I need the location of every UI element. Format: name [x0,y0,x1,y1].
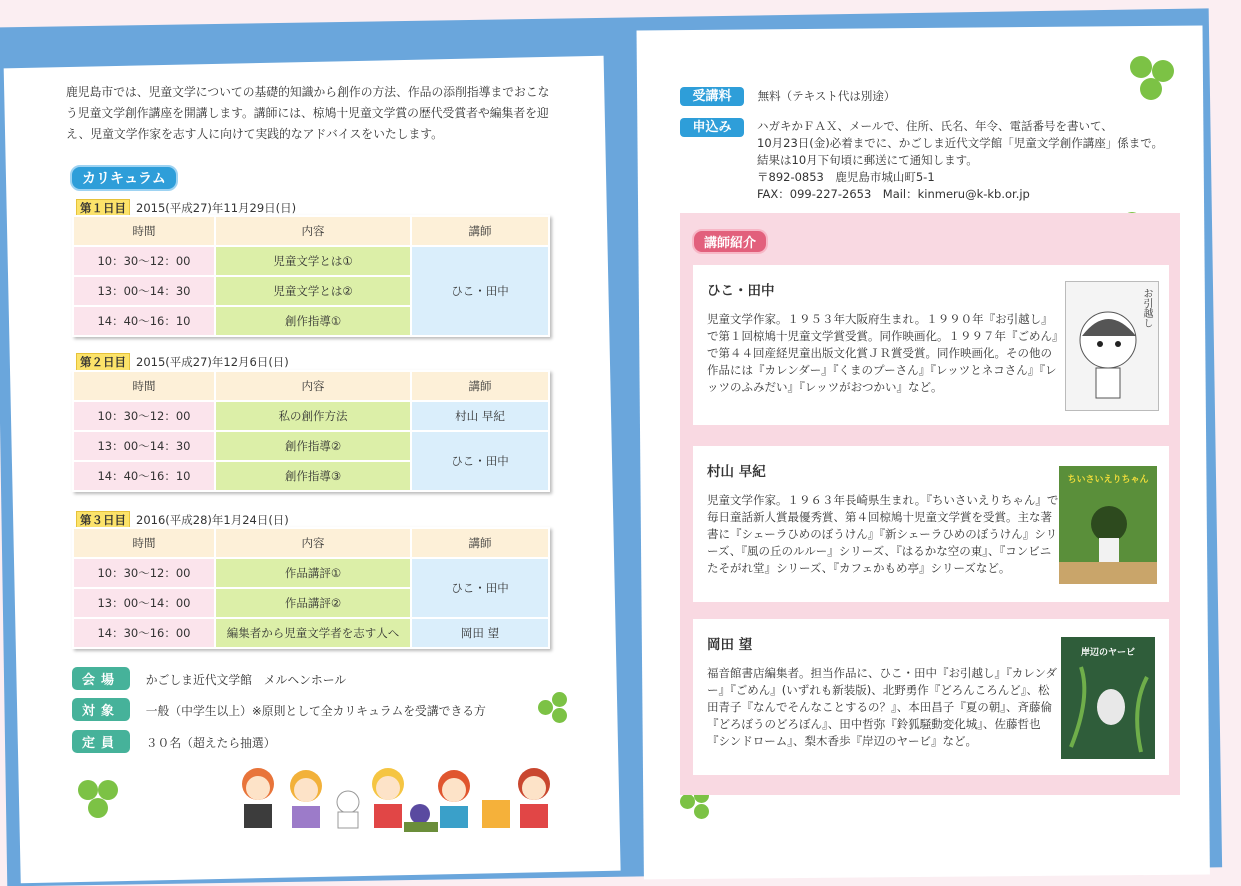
kid-figure [518,768,550,828]
apply-line: 10月23日(金)必着までに、かごしま近代文学館「児童文学創作講座」係まで。 [757,136,1164,150]
venue-row [72,667,346,690]
cell-lecturer: 村山 早紀 [411,401,549,431]
capacity-value: ３０名（超えたら抽選） [145,736,276,750]
day3-table [72,527,550,649]
book-title: ちいさいえりちゃん [1067,475,1149,485]
table-row [73,618,549,648]
cell-content: 編集者から児童文学者を志す人へ [215,618,411,648]
book-title: 岸辺のヤービ [1080,648,1135,658]
day2-header [76,353,289,371]
instructor-card [693,265,1169,425]
cell-time: 14：30～16：00 [73,618,215,648]
cell-lecturer: ひこ・田中 [411,246,549,336]
apply-line: 結果は10月下旬頃に郵送にて通知します。 [757,153,978,167]
header-lecturer: 講師 [411,216,549,246]
kids-reading-illustration [236,762,556,840]
apply-line: FAX：099-227-2653 Mail：kinmeru@k-kb.or.jp [757,187,1030,201]
bunny-book [482,800,510,828]
target-value: 一般（中学生以上）※原則として全カリキュラムを受講できる方 [145,704,486,718]
instructor-card [693,446,1169,602]
table-row [73,558,549,588]
header-time: 時間 [73,371,215,401]
cell-time: 13：00～14：00 [73,588,215,618]
cell-content: 創作指導③ [215,461,411,491]
kid-figure [438,770,470,828]
globe-figure [404,804,438,832]
fee-row [680,87,895,106]
apply-line: ハガキかＦＡＸ、メールで、住所、氏名、年令、電話番号を書いて、 [757,119,1113,133]
instructors-heading [692,229,768,254]
fee-label: 受講料 [680,87,744,106]
header-time: 時間 [73,216,215,246]
instructor-name: 岡田 望 [707,637,753,653]
book-cover-ohikkoshi [1065,281,1159,411]
kid-figure [290,770,322,828]
capacity-row [72,730,276,753]
capacity-label: 定員 [72,730,130,753]
cell-time: 14：40～16：10 [73,461,215,491]
header-lecturer: 講師 [411,371,549,401]
cell-content: 創作指導① [215,306,411,336]
header-time: 時間 [73,528,215,558]
table-header-row [73,528,549,558]
instructor-bio: 児童文学作家。１９６３年長崎県生まれ。『ちいさいえりちゃん』で毎日童話新人賞最優秀賞、第４回椋鳩十児童文学賞を受賞。主な著書に『シェーラひめのぼうけん』『新シェーラひめのぼうけん』シリーズ、『風の丘のルルー』シリーズ、『はるかな空の東』、『コンビニたそがれ堂』シリーズ、『カフェかもめ亭』シリーズなど。 [707,493,1059,575]
instructor-bio: 福音館書店編集者。担当作品に、ひこ・田中『お引越し』『カレンダー』『ごめん』(いずれも新装版)、北野勇作『どろんころんど』、松田青子『なんでそんなことするの？』、本田昌子『夏の朝』、斉藤倫『どろぼうのどろぼん』、田中哲弥『鈴狐騒動変化城』、佐藤哲也『シンドローム』、梨木香歩『岸辺のヤービ』など。 [707,666,1057,748]
day1-tag: 第１日目 [76,199,130,217]
curriculum-heading [70,165,178,191]
instructors-label: 講師紹介 [692,229,768,254]
cell-time: 10：30～12：00 [73,558,215,588]
target-label: 対象 [72,698,130,721]
kid-figure [372,768,404,828]
cell-content: 作品講評① [215,558,411,588]
cell-time: 10：30～12：00 [73,401,215,431]
instructor-card [693,619,1169,775]
header-content: 内容 [215,216,411,246]
book-cover-kishibe-no-yabi [1061,637,1155,759]
curriculum-label: カリキュラム [70,165,178,191]
book-cover-chiisai-erichan [1059,466,1157,584]
intro-text: 鹿児島市では、児童文学についての基礎的知識から創作の方法、作品の添削指導までおこなう児童文学創作講座を開講します。講師には、椋鳩十児童文学賞の歴代受賞者や編集者を迎え、児童文学作家を志す人に向けて実践的なアドバイスをいたします。 [66,85,550,141]
cat-figure [337,791,359,828]
cell-content: 私の創作方法 [215,401,411,431]
table-row [73,431,549,461]
day2-tag: 第２日目 [76,353,130,371]
instructor-bio: 児童文学作家。１９５３年大阪府生まれ。１９９０年『お引越し』で第１回椋鳩十児童文学賞受賞。同作映画化。１９９７年『ごめん』で第４４回産経児童出版文化賞ＪＲ賞受賞。同作映画化。その他の作品には『カレンダー』『くまのプーさん』『レッツとネコさん』『レッツのふみだい』『レッツがおつかい』など。 [707,312,1058,394]
table-row [73,401,549,431]
venue-value: かごしま近代文学館 メルヘンホール [145,673,347,687]
apply-line: 〒892-0853 鹿児島市城山町5-1 [757,170,935,184]
cell-content: 児童文学とは① [215,246,411,276]
venue-label: 会場 [72,667,130,690]
day1-table [72,215,550,337]
day2-date: 2015(平成27)年12月6日(日) [136,355,289,369]
kid-figure [242,768,274,828]
table-header-row [73,216,549,246]
fee-value: 無料（テキスト代は別途） [757,89,896,103]
day2-table [72,370,550,492]
header-content: 内容 [215,528,411,558]
cell-time: 13：00～14：30 [73,431,215,461]
instructor-name: ひこ・田中 [707,283,775,299]
book-illustration [1061,637,1155,759]
cell-lecturer: ひこ・田中 [411,558,549,618]
table-row [73,246,549,276]
day3-tag: 第３日目 [76,511,130,529]
cell-lecturer: 岡田 望 [411,618,549,648]
cell-time: 10：30～12：00 [73,246,215,276]
instructor-name: 村山 早紀 [707,464,766,480]
book-illustration [1059,466,1157,584]
day1-date: 2015(平成27)年11月29日(日) [136,201,297,215]
header-content: 内容 [215,371,411,401]
apply-label: 申込み [680,118,744,137]
cell-time: 14：40～16：10 [73,306,215,336]
day3-date: 2016(平成28)年1月24日(日) [136,513,289,527]
cell-content: 作品講評② [215,588,411,618]
book-title: お引越し [1141,288,1152,328]
table-header-row [73,371,549,401]
cell-time: 13：00～14：30 [73,276,215,306]
header-lecturer: 講師 [411,528,549,558]
target-row [72,698,486,721]
cell-content: 児童文学とは② [215,276,411,306]
cell-content: 創作指導② [215,431,411,461]
cell-lecturer: ひこ・田中 [411,431,549,491]
apply-text [757,118,1177,203]
apply-row [680,118,744,137]
